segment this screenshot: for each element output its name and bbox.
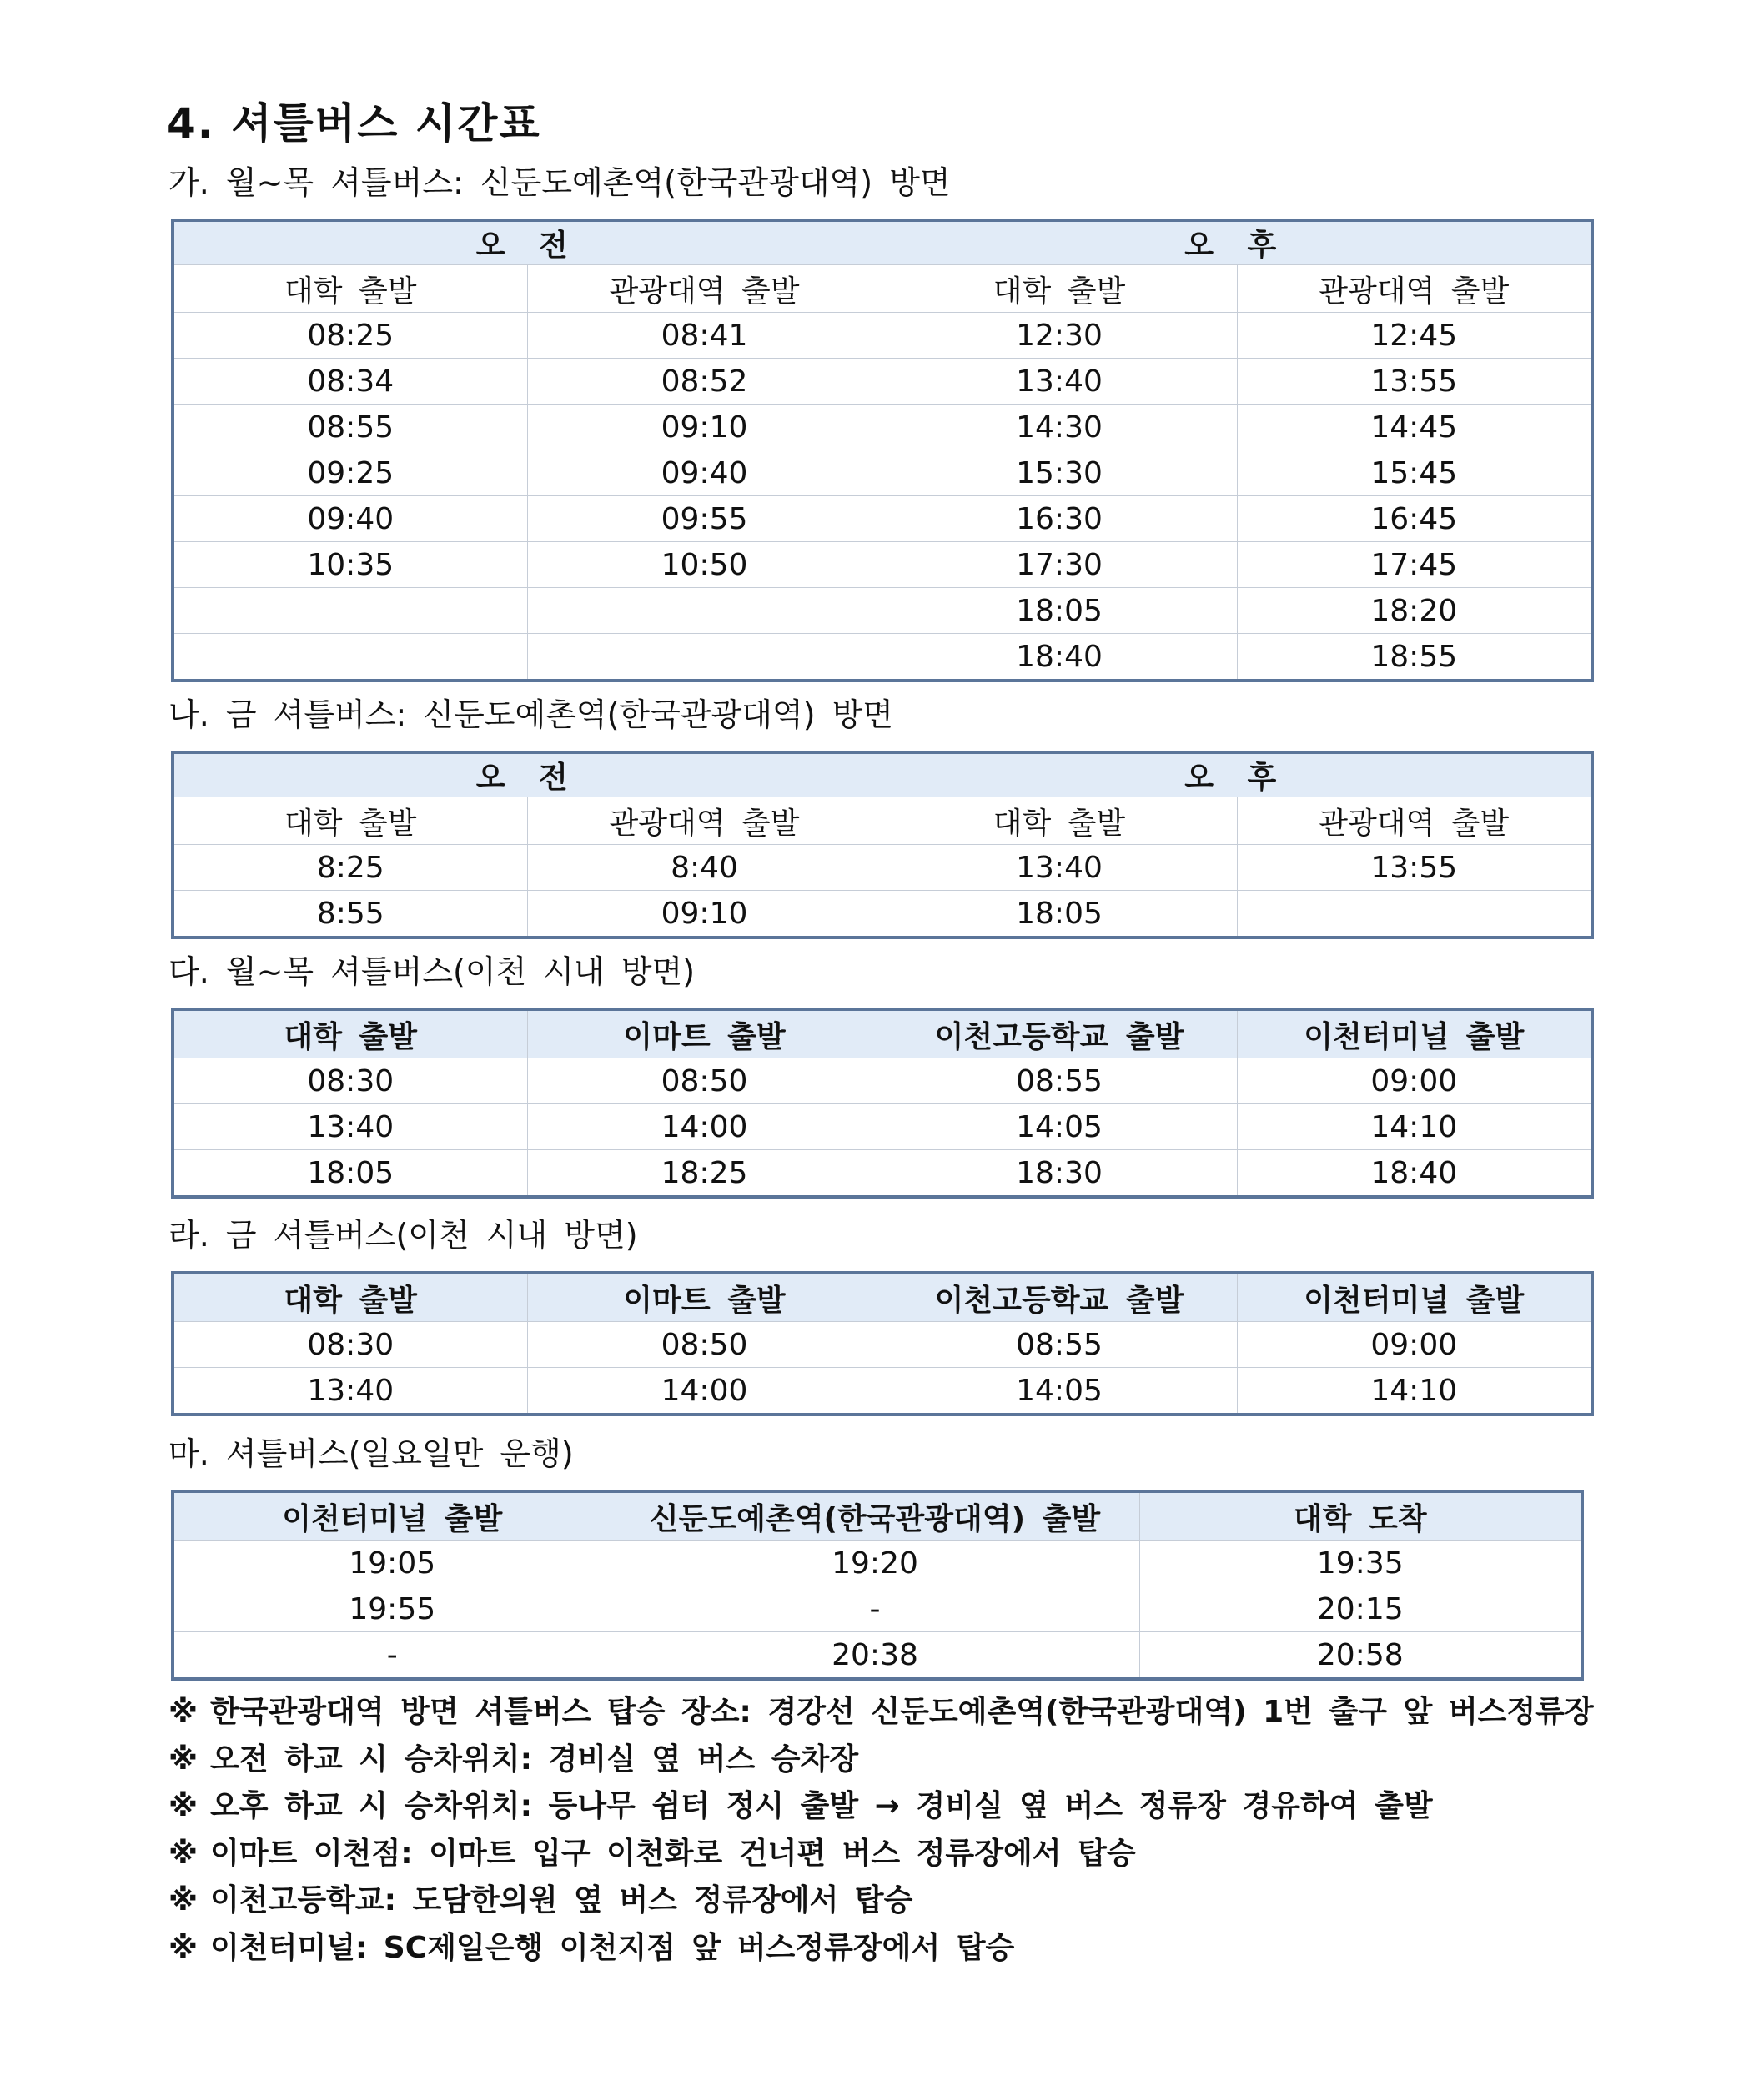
timetable-fri-city xyxy=(171,1271,1594,1416)
time-cell: 14:00 xyxy=(527,1368,882,1415)
table-row xyxy=(173,1586,1582,1632)
time-cell: 19:35 xyxy=(1139,1541,1582,1586)
note-item xyxy=(168,1737,1594,1784)
time-cell: 14:05 xyxy=(882,1368,1237,1415)
reference-mark: ※ xyxy=(168,1883,198,1918)
column-header: 이천터미널 출발 xyxy=(1237,1009,1592,1058)
column-header: 대학 출발 xyxy=(173,797,527,845)
note-text: 이마트 이천점: 이마트 입구 이천화로 건너편 버스 정류장에서 탑승 xyxy=(210,1836,1136,1871)
time-cell: 15:30 xyxy=(882,450,1237,496)
period-header-pm: 오 후 xyxy=(882,220,1592,265)
time-cell: 10:35 xyxy=(173,542,527,588)
notes-list xyxy=(168,1689,1594,1972)
time-cell: 13:55 xyxy=(1237,845,1592,891)
table-row xyxy=(173,1541,1582,1586)
time-cell: 09:00 xyxy=(1237,1322,1592,1368)
time-cell: 14:10 xyxy=(1237,1368,1592,1415)
time-cell: 09:40 xyxy=(173,496,527,542)
time-cell: 12:30 xyxy=(882,313,1237,359)
column-header: 이천고등학교 출발 xyxy=(882,1273,1237,1322)
time-cell: 17:30 xyxy=(882,542,1237,588)
table-row xyxy=(173,845,1592,891)
time-cell: - xyxy=(173,1632,611,1680)
time-cell: 08:55 xyxy=(173,405,527,450)
time-cell: 08:52 xyxy=(527,359,882,405)
time-cell: 17:45 xyxy=(1237,542,1592,588)
column-header: 이천터미널 출발 xyxy=(1237,1273,1592,1322)
time-cell: 14:45 xyxy=(1237,405,1592,450)
time-cell: 09:10 xyxy=(527,891,882,938)
period-header-am: 오 전 xyxy=(173,220,882,265)
column-header: 신둔도예촌역(한국관광대역) 출발 xyxy=(611,1491,1139,1541)
time-cell: 08:30 xyxy=(173,1058,527,1104)
table-row xyxy=(173,313,1592,359)
time-cell: 19:20 xyxy=(611,1541,1139,1586)
section-title-fri-station: 나. 금 셔틀버스: 신둔도예촌역(한국관광대역) 방면 xyxy=(168,696,894,733)
table-row xyxy=(173,542,1592,588)
reference-mark: ※ xyxy=(168,1836,198,1871)
timetable-mon-thu-city xyxy=(171,1008,1594,1199)
time-cell: 18:05 xyxy=(882,891,1237,938)
section-title-mon-thu-city: 다. 월~목 셔틀버스(이천 시내 방면) xyxy=(168,953,696,990)
table-row xyxy=(173,1322,1592,1368)
table-row xyxy=(173,1058,1592,1104)
column-header: 관광대역 출발 xyxy=(1237,797,1592,845)
column-header: 이마트 출발 xyxy=(527,1273,882,1322)
time-cell: 14:00 xyxy=(527,1104,882,1150)
table-row xyxy=(173,1632,1582,1680)
time-cell: 14:05 xyxy=(882,1104,1237,1150)
time-cell: 19:55 xyxy=(173,1586,611,1632)
table-row xyxy=(173,359,1592,405)
time-cell xyxy=(173,588,527,634)
table-row xyxy=(173,1368,1592,1415)
reference-mark: ※ xyxy=(168,1742,198,1777)
note-item xyxy=(168,1925,1594,1973)
note-text: 이천터미널: SC제일은행 이천지점 앞 버스정류장에서 탑승 xyxy=(210,1930,1015,1965)
time-cell: 16:30 xyxy=(882,496,1237,542)
period-header-am: 오 전 xyxy=(173,752,882,797)
time-cell: 18:55 xyxy=(1237,634,1592,681)
time-cell: 08:41 xyxy=(527,313,882,359)
time-cell: 20:15 xyxy=(1139,1586,1582,1632)
column-header: 관광대역 출발 xyxy=(527,797,882,845)
column-header: 대학 출발 xyxy=(882,797,1237,845)
time-cell: 18:05 xyxy=(882,588,1237,634)
time-cell: 09:55 xyxy=(527,496,882,542)
time-cell: 18:40 xyxy=(1237,1150,1592,1198)
column-header: 이천터미널 출발 xyxy=(173,1491,611,1541)
column-header: 이마트 출발 xyxy=(527,1009,882,1058)
section-title-sunday: 마. 셔틀버스(일요일만 운행) xyxy=(168,1435,574,1472)
column-header: 대학 도착 xyxy=(1139,1491,1582,1541)
time-cell: 13:40 xyxy=(173,1368,527,1415)
reference-mark: ※ xyxy=(168,1930,198,1965)
note-text: 이천고등학교: 도담한의원 옆 버스 정류장에서 탑승 xyxy=(210,1883,913,1918)
time-cell: 14:30 xyxy=(882,405,1237,450)
reference-mark: ※ xyxy=(168,1695,198,1729)
time-cell: 08:50 xyxy=(527,1058,882,1104)
time-cell: - xyxy=(611,1586,1139,1632)
time-cell: 13:40 xyxy=(173,1104,527,1150)
table-row xyxy=(173,496,1592,542)
note-text: 오전 하교 시 승차위치: 경비실 옆 버스 승차장 xyxy=(210,1742,859,1777)
column-header: 대학 출발 xyxy=(173,265,527,313)
time-cell: 18:30 xyxy=(882,1150,1237,1198)
table-row xyxy=(173,405,1592,450)
note-text: 오후 하교 시 승차위치: 등나무 쉼터 정시 출발 → 경비실 옆 버스 정류장 경유하여 출발 xyxy=(210,1789,1433,1823)
time-cell: 18:40 xyxy=(882,634,1237,681)
time-cell: 08:30 xyxy=(173,1322,527,1368)
note-text: 한국관광대역 방면 셔틀버스 탑승 장소: 경강선 신둔도예촌역(한국관광대역) 1번 출구 앞 버스정류장 xyxy=(210,1695,1594,1729)
time-cell: 08:55 xyxy=(882,1322,1237,1368)
time-cell: 09:00 xyxy=(1237,1058,1592,1104)
note-item xyxy=(168,1831,1594,1878)
time-cell: 13:40 xyxy=(882,359,1237,405)
note-item xyxy=(168,1877,1594,1925)
time-cell: 18:20 xyxy=(1237,588,1592,634)
time-cell xyxy=(527,588,882,634)
time-cell: 8:25 xyxy=(173,845,527,891)
column-header: 이천고등학교 출발 xyxy=(882,1009,1237,1058)
time-cell: 13:40 xyxy=(882,845,1237,891)
time-cell: 12:45 xyxy=(1237,313,1592,359)
time-cell: 20:38 xyxy=(611,1632,1139,1680)
time-cell xyxy=(527,634,882,681)
timetable-fri-station xyxy=(171,751,1594,939)
table-row xyxy=(173,450,1592,496)
time-cell: 09:25 xyxy=(173,450,527,496)
time-cell: 08:34 xyxy=(173,359,527,405)
time-cell: 8:55 xyxy=(173,891,527,938)
time-cell xyxy=(173,634,527,681)
column-header: 대학 출발 xyxy=(882,265,1237,313)
reference-mark: ※ xyxy=(168,1789,198,1823)
table-row xyxy=(173,891,1592,938)
table-row xyxy=(173,634,1592,681)
column-header: 대학 출발 xyxy=(173,1009,527,1058)
note-item xyxy=(168,1689,1594,1737)
time-cell: 09:40 xyxy=(527,450,882,496)
time-cell: 15:45 xyxy=(1237,450,1592,496)
column-header: 관광대역 출발 xyxy=(1237,265,1592,313)
time-cell: 14:10 xyxy=(1237,1104,1592,1150)
timetable-sunday xyxy=(171,1490,1584,1681)
time-cell: 10:50 xyxy=(527,542,882,588)
time-cell: 08:25 xyxy=(173,313,527,359)
section-title-mon-thu-station: 가. 월~목 셔틀버스: 신둔도예촌역(한국관광대역) 방면 xyxy=(168,164,951,201)
time-cell: 08:55 xyxy=(882,1058,1237,1104)
column-header: 대학 출발 xyxy=(173,1273,527,1322)
column-header: 관광대역 출발 xyxy=(527,265,882,313)
time-cell: 08:50 xyxy=(527,1322,882,1368)
time-cell: 8:40 xyxy=(527,845,882,891)
time-cell: 18:05 xyxy=(173,1150,527,1198)
period-header-pm: 오 후 xyxy=(882,752,1592,797)
time-cell: 09:10 xyxy=(527,405,882,450)
page-title: 4. 셔틀버스 시간표 xyxy=(167,99,541,148)
note-item xyxy=(168,1783,1594,1831)
time-cell: 13:55 xyxy=(1237,359,1592,405)
time-cell: 16:45 xyxy=(1237,496,1592,542)
time-cell: 18:25 xyxy=(527,1150,882,1198)
table-row xyxy=(173,1104,1592,1150)
table-row xyxy=(173,588,1592,634)
timetable-mon-thu-station xyxy=(171,219,1594,682)
time-cell: 20:58 xyxy=(1139,1632,1582,1680)
table-row xyxy=(173,1150,1592,1198)
section-title-fri-city: 라. 금 셔틀버스(이천 시내 방면) xyxy=(168,1217,638,1254)
time-cell: 19:05 xyxy=(173,1541,611,1586)
time-cell xyxy=(1237,891,1592,938)
